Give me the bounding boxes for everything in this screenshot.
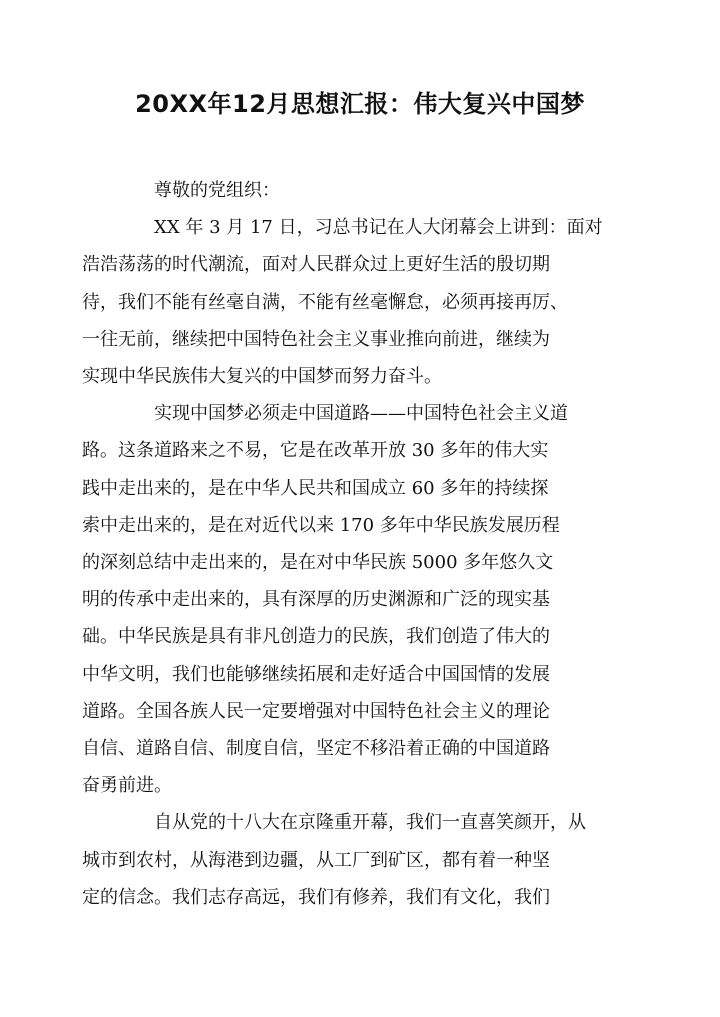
text-line: XX 年 3 月 17 日，习总书记在人大闭幕会上讲到：面对 (154, 217, 603, 239)
text-line: 道路。全国各族人民一定要增强对中国特色社会主义的理论 (82, 700, 550, 722)
text-line: 实现中国梦必须走中国道路——中国特色社会主义道 (154, 403, 568, 425)
text-line: 奋勇前进。 (82, 775, 172, 797)
text-line: 自从党的十八大在京隆重开幕，我们一直喜笑颜开，从 (154, 812, 586, 834)
paragraph (82, 209, 604, 395)
text-line: 自信、道路自信、制度自信，坚定不移沿着正确的中国道路 (82, 738, 550, 760)
text-line: 浩浩荡荡的时代潮流，面对人民群众过上更好生活的殷切期 (82, 254, 550, 276)
document-title: 20XX年12月思想汇报：伟大复兴中国梦 (135, 90, 585, 118)
text-line: 明的传承中走出来的，具有深厚的历史渊源和广泛的现实基 (82, 589, 550, 611)
text-line: 础。中华民族是具有非凡创造力的民族，我们创造了伟大的 (82, 626, 550, 648)
text-line: 定的信念。我们志存高远，我们有修养，我们有文化，我们 (82, 886, 550, 908)
text-line: 路。这条道路来之不易，它是在改革开放 30 多年的伟大实 (82, 440, 549, 462)
text-line: 践中走出来的，是在中华人民共和国成立 60 多年的持续探 (82, 477, 549, 499)
text-line: 实现中华民族伟大复兴的中国梦而努力奋斗。 (82, 366, 442, 388)
text-line: 一往无前，继续把中国特色社会主义事业推向前进，继续为 (82, 328, 550, 350)
salutation: 尊敬的党组织： (154, 180, 280, 201)
text-line: 索中走出来的，是在对近代以来 170 多年中华民族发展历程 (82, 514, 560, 536)
document-body (82, 172, 604, 916)
paragraph (82, 804, 604, 916)
text-line: 中华文明，我们也能够继续拓展和走好适合中国国情的发展 (82, 663, 550, 685)
text-line: 待，我们不能有丝毫自满，不能有丝毫懈怠，必须再接再厉、 (82, 291, 568, 313)
text-line: 城市到农村，从海港到边疆，从工厂到矿区，都有着一种坚 (82, 849, 550, 871)
text-line: 的深刻总结中走出来的，是在对中华民族 5000 多年悠久文 (82, 552, 554, 574)
paragraph (82, 395, 604, 804)
